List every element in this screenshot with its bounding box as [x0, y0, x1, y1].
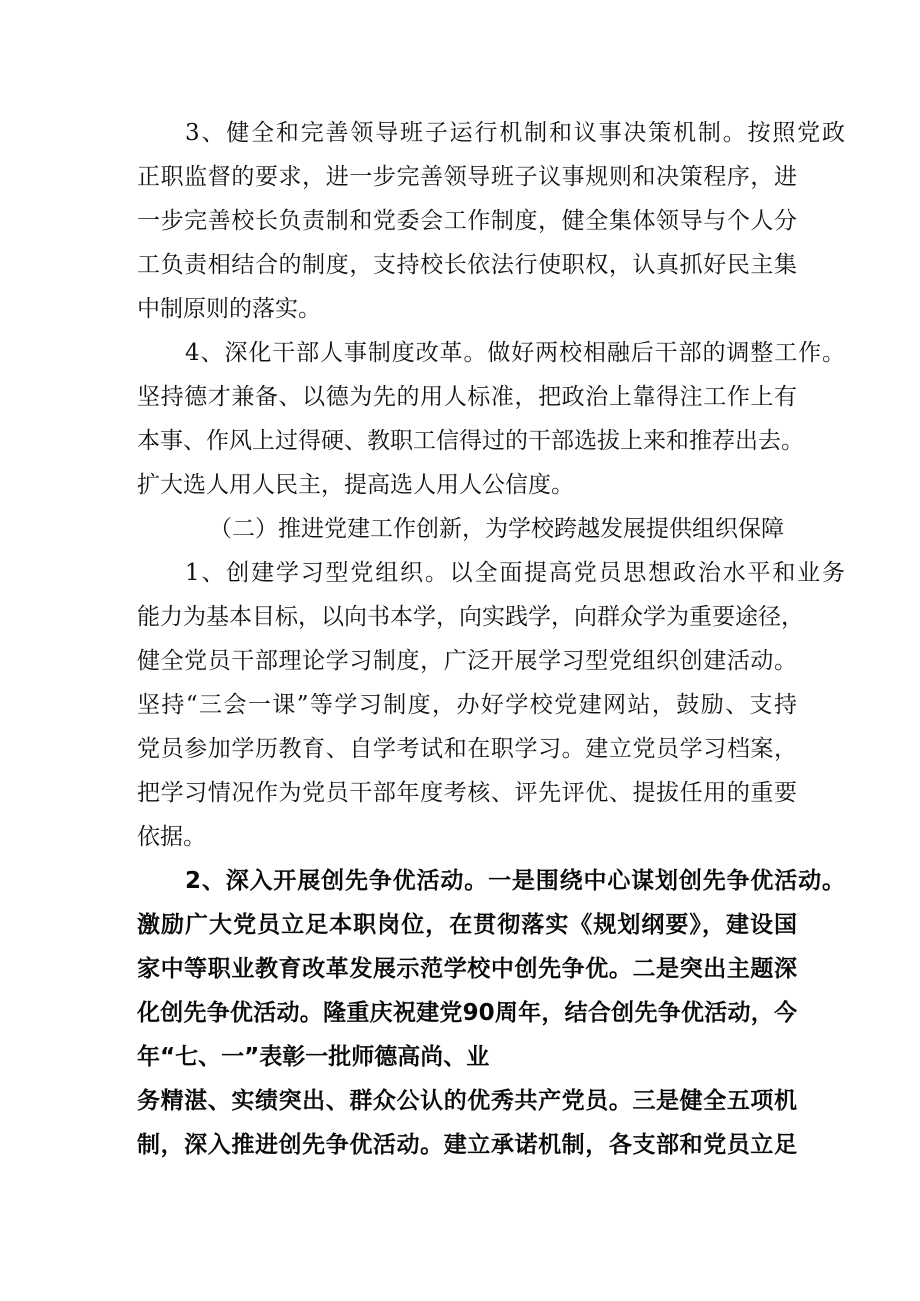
- paragraph-1-line-4: 坚持“三会一课”等学习制度，办好学校党建网站，鼓励、支持: [137, 692, 797, 718]
- paragraph-2-line-3: 家中等职业教育改革发展示范学校中创先争优。二是突出主题深: [137, 956, 797, 982]
- paragraph-3-line-2: 正职监督的要求，进一步完善领导班子议事规则和决策程序，进: [137, 164, 797, 190]
- paragraph-2-line-5: 年“七、一”表彰一批师德高尚、业: [137, 1044, 490, 1070]
- paragraph-2-line-1: 2、深入开展创先争优活动。一是围绕中心谋划创先争优活动。: [185, 868, 845, 894]
- paragraph-3-line-3: 一步完善校长负责制和党委会工作制度，健全集体领导与个人分: [137, 208, 797, 234]
- paragraph-1-line-3: 健全党员干部理论学习制度，广泛开展学习型党组织创建活动。: [137, 648, 797, 674]
- paragraph-2-line-4: 化创先争优活动。隆重庆祝建党90周年，结合创先争优活动，今: [137, 1000, 797, 1026]
- paragraph-4-line-4: 扩大选人用人民主，提高选人用人公信度。: [137, 472, 574, 498]
- paragraph-3-line-5: 中制原则的落实。: [137, 296, 321, 322]
- paragraph-1-line-5: 党员参加学历教育、自学考试和在职学习。建立党员学习档案，: [137, 736, 797, 762]
- paragraph-3-line-4: 工负责相结合的制度，支持校长依法行使职权，认真抓好民主集: [137, 252, 797, 278]
- paragraph-1-line-1: 1、创建学习型党组织。以全面提高党员思想政治水平和业务: [185, 560, 845, 586]
- paragraph-2-line-7: 制，深入推进创先争优活动。建立承诺机制，各支部和党员立足: [137, 1132, 797, 1158]
- section-heading: （二）推进党建工作创新，为学校跨越发展提供组织保障: [209, 516, 784, 542]
- paragraph-4-line-3: 本事、作风上过得硬、教职工信得过的干部选拔上来和推荐出去。: [137, 428, 804, 454]
- paragraph-1-line-2: 能力为基本目标，以向书本学，向实践学，向群众学为重要途径，: [137, 604, 804, 630]
- paragraph-4-line-1: 4、深化干部人事制度改革。做好两校相融后干部的调整工作。: [185, 340, 845, 366]
- paragraph-3-line-1: 3、健全和完善领导班子运行机制和议事决策机制。按照党政: [185, 120, 845, 146]
- paragraph-4-line-2: 坚持德才兼备、以德为先的用人标准，把政治上靠得注工作上有: [137, 384, 797, 410]
- paragraph-1-line-6: 把学习情况作为党员干部年度考核、评先评优、提拔任用的重要: [137, 780, 797, 806]
- paragraph-1-line-7: 依据。: [137, 824, 206, 850]
- paragraph-2-line-6: 务精湛、实绩突出、群众公认的优秀共产党员。三是健全五项机: [137, 1088, 797, 1114]
- paragraph-2-line-2: 激励广大党员立足本职岗位，在贯彻落实《规划纲要》，建设国: [137, 912, 797, 938]
